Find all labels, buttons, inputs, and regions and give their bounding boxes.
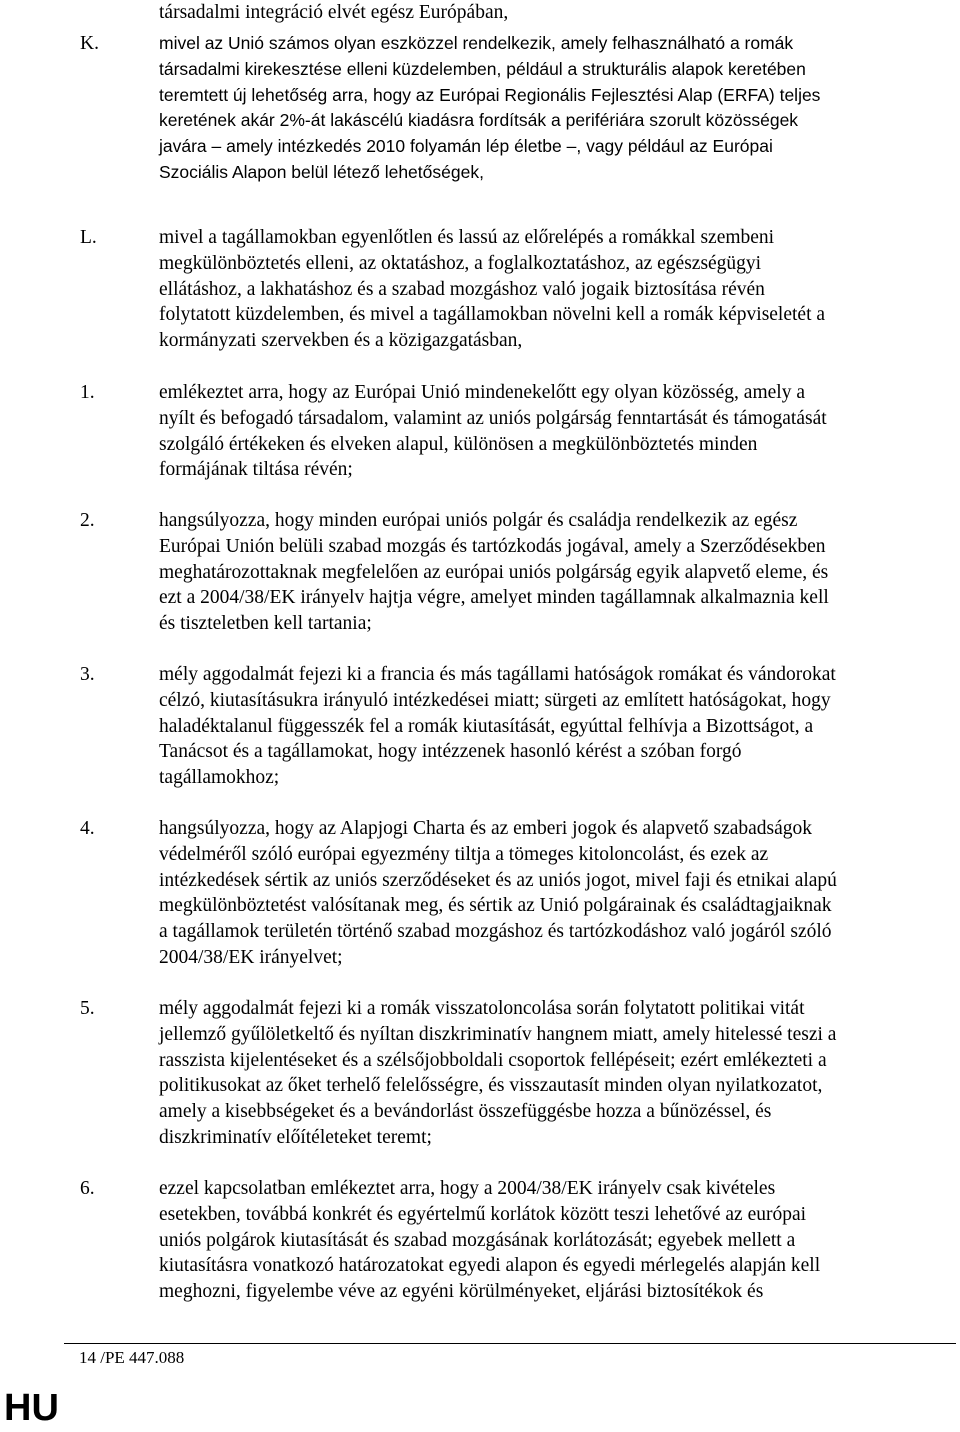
footer-reference: 14 /PE 447.088 [79,1348,185,1367]
text-line: Tanácsot és a tagállamokat, hogy intézzenek hasonló kérést a szóban forgó [159,741,742,763]
paragraph-number: 6. [80,1178,95,1199]
paragraph-text [159,996,949,1151]
text-line: célzó, kiutasításukra irányuló intézkedései miatt; sürgeti az említett hatóságokat, hogy [159,689,831,711]
text-line: védelméről szóló európai egyezmény tiltja a tömeges kitoloncolást, és ezek az [159,843,769,865]
text-line: politikusokat az őket terhelő felelősségre, és visszautasít minden olyan nyilatkozatot, [159,1075,823,1097]
text-line: társadalmi kirekesztése elleni küzdelemben, például a strukturális alapok keretében [159,58,806,79]
text-line: megkülönböztetés elleni, az oktatáshoz, a foglalkoztatáshoz, az egészségügyi [159,252,762,274]
text-line: teremtett új lehetőség arra, hogy az Európai Regionális Fejlesztési Alap (ERFA) teljes [159,84,821,105]
text-line: kormányzati szervekben és a közigazgatásban, [159,330,523,352]
text-line: jellemző gyűlöletkeltő és nyíltan diszkriminatív hangnem miatt, amely hitelessé teszi a [159,1023,837,1045]
text-line: 2004/38/EK irányelvet; [159,946,343,968]
text-line: tagállamokhoz; [159,767,280,789]
paragraph-number: 5. [80,998,95,1019]
text-line: rasszista kijelentéseket és a szélsőjobboldali csoportok fellépéseit; ezért emlékezteti a [159,1049,827,1071]
text-line: haladéktalanul függesszék fel a romák kiutasítását, egyúttal felhívja a Bizottságot, a [159,715,814,737]
text-line: mély aggodalmát fejezi ki a francia és más tagállami hatóságok romákat és vándorokat [159,664,836,685]
text-line: ezzel kapcsolatban emlékeztet arra, hogy a 2004/38/EK irányelv csak kivételes [159,1178,776,1199]
text-line: mély aggodalmát fejezi ki a romák visszatoloncolása során folytatott politikai vitát [159,998,805,1019]
text-line: javára – amely intézkedés 2010 folyamán lép életbe –, vagy például az Európai [159,136,773,157]
text-line: formájának tiltása révén; [159,459,353,481]
text-line: a tagállamok területén történő szabad mozgáshoz és tartózkodáshoz való jogáról szóló [159,921,832,943]
text-line: Szociális Alapon belül létező lehetőségek, [159,161,484,182]
text-line: hangsúlyozza, hogy az Alapjogi Charta és az emberi jogok és alapvető szabadságok [159,818,813,839]
text-line: megkülönböztetést valósítanak meg, és sértik az Unió polgárainak és családtagjaiknak [159,895,832,917]
text-line: emlékeztet arra, hogy az Európai Unió mindenekelőtt egy olyan közösség, amely a [159,382,805,403]
text-line: ezt a 2004/38/EK irányelv hajtja végre, amelyet minden tagállamnak alkalmaznia kell [159,587,829,609]
paragraph-text [159,1176,949,1305]
paragraph-number: 3. [80,664,95,685]
text-line: diszkriminatív előítéleteket teremt; [159,1126,432,1148]
text-line: és tiszteletben kell tartania; [159,613,372,635]
paragraph-number: 4. [80,818,95,839]
text-line: uniós polgárok kiutasítását és szabad mozgásának korlátozását; egyebek mellett a [159,1229,796,1251]
language-code: HU [4,1387,59,1429]
recital-label: L. [80,227,97,248]
text-line: hangsúlyozza, hogy minden európai uniós polgár és családja rendelkezik az egész [159,510,798,531]
continuation-line: társadalmi integráció elvét egész Európában, [159,2,509,23]
text-line: mivel a tagállamokban egyenlőtlen és lassú az előrelépés a romákkal szembeni [159,227,775,248]
paragraph-number: 2. [80,510,95,531]
text-line: nyílt és befogadó társadalom, valamint az uniós polgárság fenntartását és támogatását [159,407,827,429]
text-line: mivel az Unió számos olyan eszközzel rendelkezik, amely felhasználható a romák [159,33,794,53]
text-line: Európai Unión belüli szabad mozgás és tartózkodás jogával, amely a Szerződésekben [159,535,826,557]
paragraph-number: 1. [80,382,95,403]
text-line: szolgáló értékeken és elveken alapul, különösen a megkülönböztetés minden [159,433,758,455]
recital-text [159,31,949,186]
recital-label: K. [80,33,99,54]
text-line: ellátáshoz, a lakhatáshoz és a szabad mozgáshoz való jogaik biztosítása révén [159,278,765,300]
paragraph-text [159,662,949,791]
footer-divider [64,1343,956,1344]
text-line: meghatározottaknak megfelelően az európai uniós polgárság egyik alapvető eleme, és [159,561,829,583]
text-line: keretének akár 2%-át lakáscélú kiadásra fordítsák a perifériára szorult közösségek [159,110,799,131]
paragraph-text [159,380,949,483]
paragraph-text [159,816,949,971]
text-line: kiutasításra vonatkozó határozatokat egyedi alapon és egyedi mérlegelés alapján kell [159,1255,821,1277]
text-line: meghozni, figyelembe véve az egyéni körülményeket, eljárási biztosítékok és [159,1281,764,1303]
paragraph-text [159,508,949,637]
recital-text [159,225,949,354]
text-line: intézkedések sértik az uniós szerződéseket és az uniós jogot, mivel faji és etnikai alapú [159,869,837,891]
text-line: esetekben, továbbá konkrét és egyértelmű korlátok között teszi lehetővé az európai [159,1203,807,1225]
text-line: amely a kisebbségeket és a bevándorlást összefüggésbe hozza a bűnözéssel, és [159,1101,772,1123]
text-line: folytatott küzdelemben, és mivel a tagállamokban növelni kell a romák képviseletét a [159,304,826,326]
